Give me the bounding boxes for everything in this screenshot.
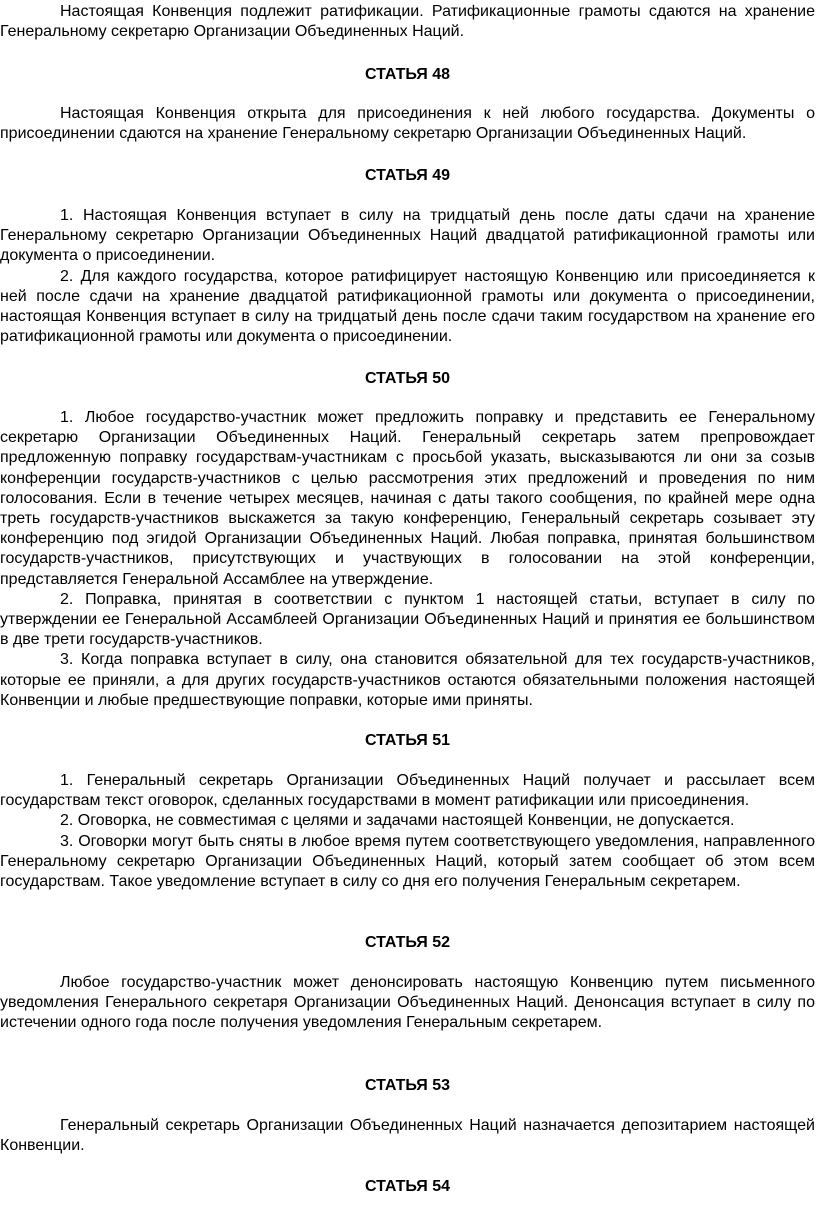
article-heading: СТАТЬЯ 52 [364,934,451,951]
article-54-heading [0,1177,815,1197]
paragraph: Любое государство-участник может денонсировать настоящую Конвенцию путем письменного уведомления Генерального секретаря Организации Объединенных Наций. Денонсация вступает в силу по истечении одного года после получения уведомления Генеральным секретарем. [0,974,815,1032]
article-49-heading [0,166,815,186]
article-48-heading [0,65,815,85]
paragraph: 3. Когда поправка вступает в силу, она становится обязательной для тех государств-участников, которые ее приняли, а для других государств-участников остаются обязательными положения настоящей Конвенции и любые предшествующие поправки, которые ими приняты. [0,651,815,709]
article-50-body [0,408,815,711]
paragraph: 3. Оговорки могут быть сняты в любое время путем соответствующего уведомления, направленного Генеральному секретарю Организации Объединенных Наций, который затем сообщает об этом всем государствам. Такое уведомление вступает в силу со дня его получения Генеральным секретарем. [0,832,815,891]
article-48-body [0,104,815,144]
paragraph: 2. Оговорка, не совместимая с целями и задачами настоящей Конвенции, не допускается. [60,812,735,830]
paragraph: 2. Поправка, принятая в соответствии с пунктом 1 настоящей статьи, вступает в силу по утверждении ее Генеральной Ассамблеей Организации Объединенных Наций и принятия ее большинством в две трети государств-участников. [0,590,815,649]
paragraph: 1. Настоящая Конвенция вступает в силу на тридцатый день после даты сдачи на хранение Генеральному секретарю Организации Объединенных Наций двадцатой ратификационной грамоты или документа о присоединении. [0,207,815,265]
article-heading: СТАТЬЯ 48 [364,66,451,83]
article-52-heading [0,933,815,953]
article-49-body [0,206,815,347]
article-53-heading [0,1076,815,1096]
article-heading: СТАТЬЯ 50 [364,370,451,387]
article-52-body [0,973,815,1034]
article-50-heading [0,369,815,389]
paragraph: Настоящая Конвенция открыта для присоединения к ней любого государства. Документы о присоединении сдаются на хранение Генеральному секретарю Организации Объединенных Наций. [0,105,815,143]
article-51-body [0,771,815,892]
paragraph-ratification [0,2,815,42]
article-heading: СТАТЬЯ 53 [364,1077,451,1094]
paragraph: 1. Любое государство-участник может предложить поправку и представить ее Генеральному секретарю Организации Объединенных Наций. Генеральный секретарь затем препровождает предложенную поправку государствам-участникам с просьбой указать, высказываются ли они за созыв конференции государств-участников с целью рассмотрения этих предложений и проведения по ним голосования. Если в течение четырех месяцев, начиная с даты такого сообщения, по крайней мере одна треть государств-участников выскажется за такую конференцию, Генеральный секретарь созывает эту конференцию под эгидой Организации Объединенных Наций. Любая поправка, принятая большинством государств-участников, присутствующих и участвующих в голосовании на этой конференции, представляется Генеральной Ассамблее на утверждение. [0,409,815,588]
article-51-heading [0,731,815,751]
paragraph: Генеральный секретарь Организации Объединенных Наций назначается депозитарием настоящей Конвенции. [0,1117,815,1155]
paragraph: 1. Генеральный секретарь Организации Объединенных Наций получает и рассылает всем государствам текст оговорок, сделанных государствами в момент ратификации или присоединения. [0,772,815,810]
article-heading: СТАТЬЯ 54 [364,1178,451,1195]
paragraph: Настоящая Конвенция подлежит ратификации. Ратификационные грамоты сдаются на хранение Генеральному секретарю Организации Объединенных Наций. [0,3,815,41]
article-heading: СТАТЬЯ 49 [364,167,451,184]
paragraph: 2. Для каждого государства, которое ратифицирует настоящую Конвенцию или присоединяется к ней после сдачи на хранение двадцатой ратификационной грамоты или документа о присоединении, настоящая Конвенция вступает в силу на тридцатый день после сдачи таким государством на хранение его ратификационной грамоты или документа о присоединении. [0,267,815,346]
article-53-body [0,1116,815,1156]
article-heading: СТАТЬЯ 51 [364,732,451,749]
